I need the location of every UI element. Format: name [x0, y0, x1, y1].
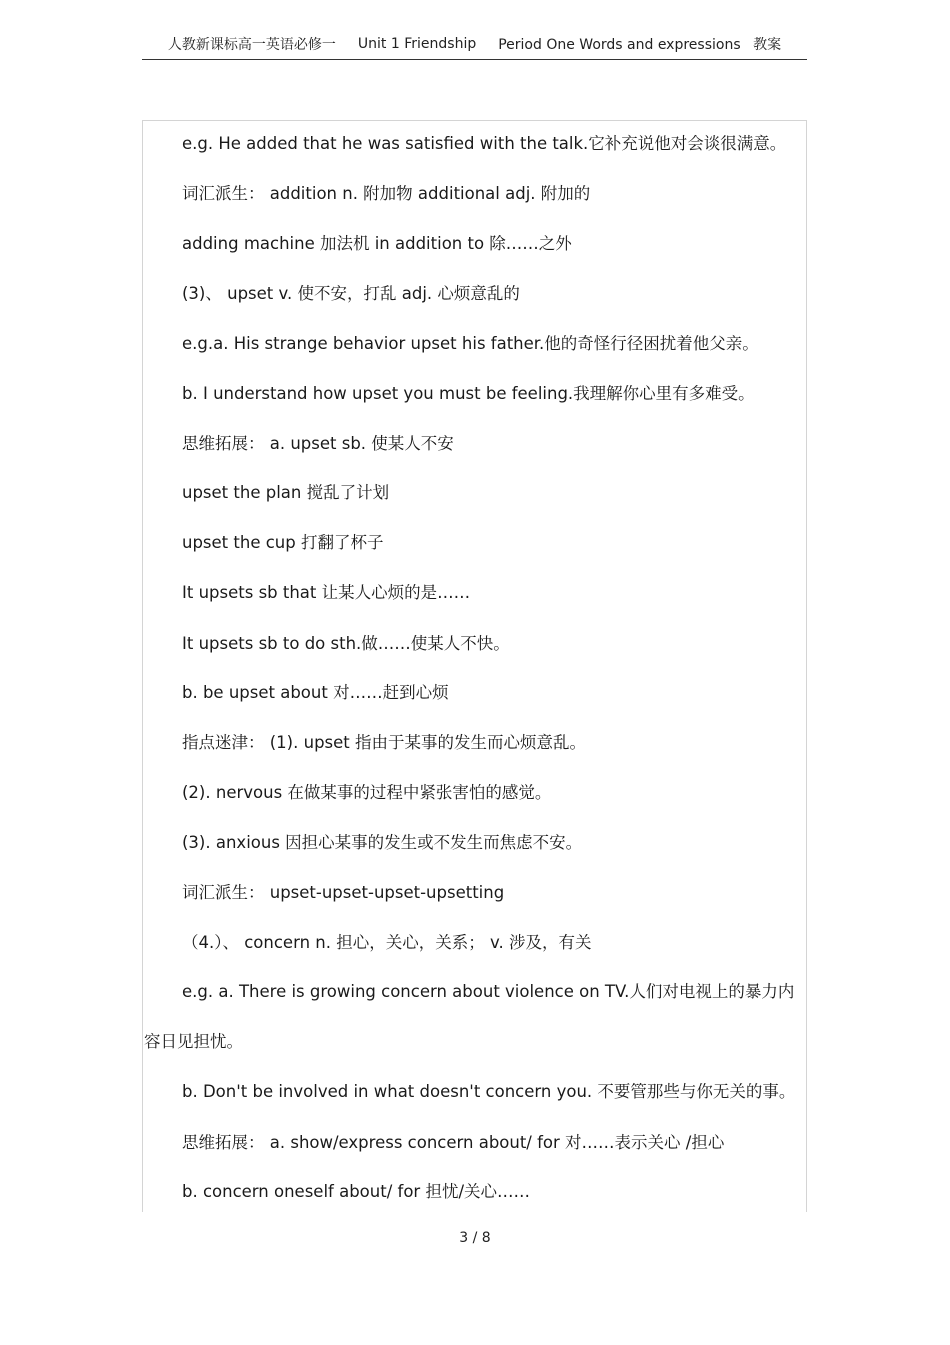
text-line: adding machine 加法机 in addition to 除……之外: [182, 234, 572, 253]
page-header: [142, 32, 807, 60]
text-line: e.g.a. His strange behavior upset his father.他的奇怪行径困扰着他父亲。: [182, 334, 759, 353]
text-line: e.g. He added that he was satisfied with the talk.它补充说他对会谈很满意。: [182, 134, 787, 153]
text-line: 指点迷津： (1). upset 指由于某事的发生而心烦意乱。: [182, 733, 587, 752]
text-line: b. concern oneself about/ for 担忧/关心……: [182, 1182, 530, 1201]
text-line: 词汇派生： addition n. 附加物 additional adj. 附加的: [182, 184, 591, 203]
text-line: upset the plan 搅乱了计划: [182, 483, 390, 502]
text-line: b. be upset about 对……赶到心烦: [182, 683, 449, 702]
text-line: upset the cup 打翻了杯子: [182, 533, 384, 552]
text-line: b. I understand how upset you must be feeling.我理解你心里有多难受。: [182, 384, 755, 403]
header-period: Period One Words and expressions: [498, 36, 741, 53]
text-line: 容日见担忧。: [144, 1032, 243, 1051]
text-line: It upsets sb to do sth.做……使某人不快。: [182, 634, 510, 653]
text-line: 词汇派生： upset-upset-upset-upsetting: [182, 883, 505, 902]
text-line: (3)、 upset v. 使不安，打乱 adj. 心烦意乱的: [182, 284, 520, 303]
text-line: (2). nervous 在做某事的过程中紧张害怕的感觉。: [182, 783, 552, 802]
text-line: 思维拓展： a. upset sb. 使某人不安: [182, 434, 454, 453]
page-number: 3 / 8: [459, 1230, 491, 1246]
text-line: （4.）、 concern n. 担心，关心，关系； v. 涉及，有关: [182, 933, 592, 952]
header-course: 人教新课标高一英语必修一: [167, 36, 336, 53]
text-line: 思维拓展： a. show/express concern about/ for 对……表示关心 /担心: [182, 1133, 725, 1152]
text-line: b. Don't be involved in what doesn't concern you. 不要管那些与你无关的事。: [182, 1082, 796, 1101]
text-line: e.g. a. There is growing concern about violence on TV.人们对电视上的暴力内: [182, 982, 795, 1001]
header-unit: Unit 1 Friendship: [357, 35, 477, 52]
text-line: It upsets sb that 让某人心烦的是……: [182, 583, 471, 602]
header-type: 教案: [753, 36, 782, 53]
header-period-type: [498, 34, 781, 54]
text-line: (3). anxious 因担心某事的发生或不发生而焦虑不安。: [182, 833, 583, 852]
